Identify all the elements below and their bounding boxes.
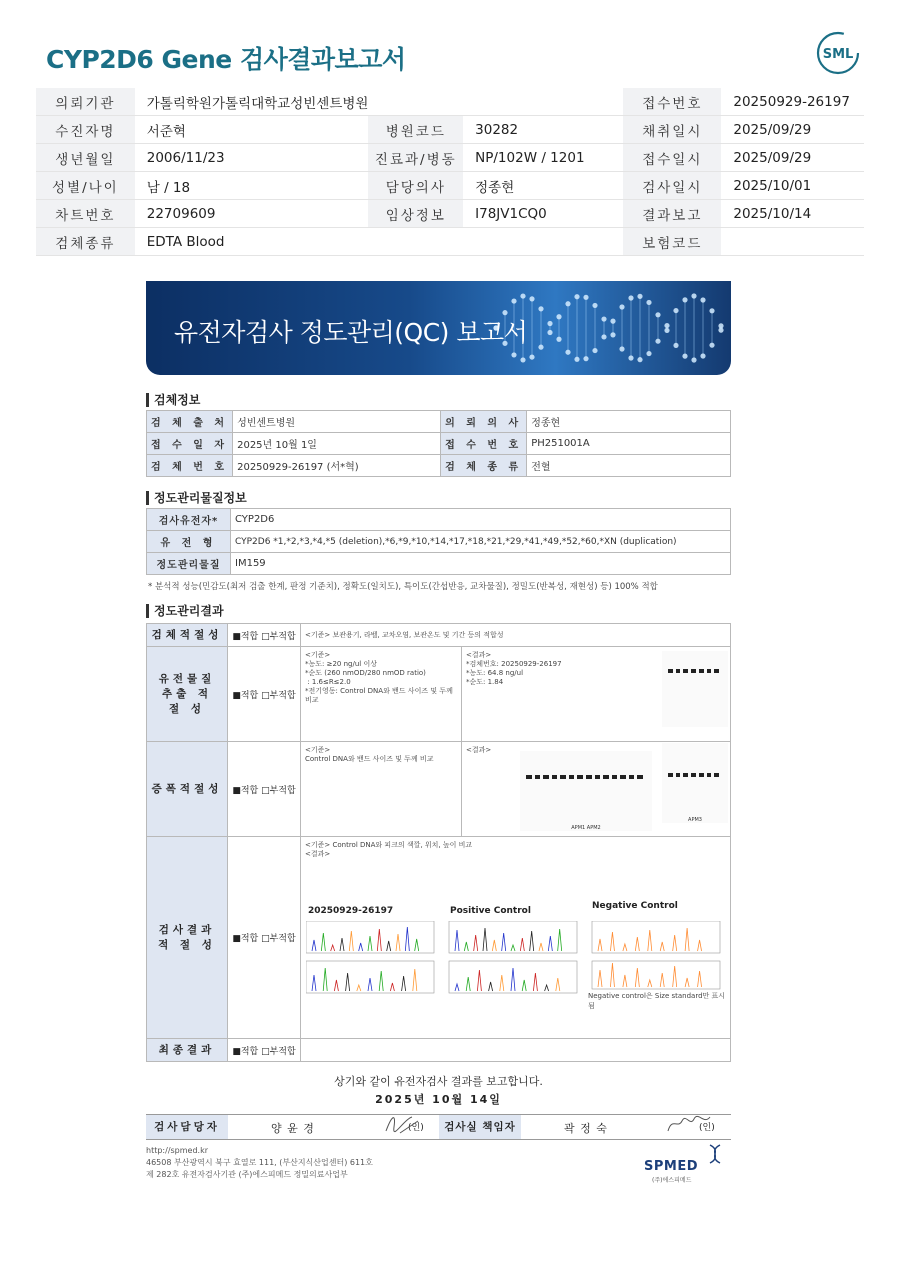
qc-material-table bbox=[146, 508, 731, 575]
section-specimen-info: 검체정보 bbox=[146, 393, 200, 407]
gel-band bbox=[699, 669, 704, 673]
info-value bbox=[463, 228, 623, 256]
gel-band bbox=[676, 773, 681, 777]
amplification-gel-2 bbox=[662, 743, 728, 823]
sml-logo bbox=[815, 30, 861, 76]
tester-name: 양 윤 경 bbox=[271, 1122, 315, 1135]
specimen-table bbox=[146, 410, 731, 477]
helix-node bbox=[709, 343, 714, 348]
gel-band bbox=[526, 775, 532, 779]
row1-criteria: <기준> 보관용기, 라벨, 교차오염, 보관온도 및 기간 등의 적합성 bbox=[300, 623, 731, 647]
info-label: 생년월일 bbox=[36, 144, 135, 172]
row-extraction-label: 유전물질추출 적 절 성 bbox=[146, 646, 228, 742]
qc-banner-title: 유전자검사 정도관리(QC) 보고서 bbox=[174, 318, 528, 347]
gel-band bbox=[691, 773, 696, 777]
helix-node bbox=[610, 332, 615, 337]
row4-criteria: <기준> Control DNA와 피크의 색깔, 위치, 높이 비교 <결과> bbox=[300, 836, 731, 1039]
helix-node bbox=[655, 312, 660, 317]
info-value: 남 / 18 bbox=[135, 172, 369, 200]
info-value: 2006/11/23 bbox=[135, 144, 369, 172]
helix-node bbox=[529, 354, 534, 359]
helix-node bbox=[682, 354, 687, 359]
helix-node bbox=[718, 328, 723, 333]
specimen-value: 성빈센트병원 bbox=[233, 411, 441, 433]
logo-text: SML bbox=[822, 47, 854, 62]
helix-node bbox=[664, 323, 669, 328]
footer-license: 제 282호 유전자검사기관 (주)에스피메드 정밀의료사업부 bbox=[146, 1170, 348, 1179]
helix-node bbox=[673, 343, 678, 348]
qc-material-value: CYP2D6 bbox=[231, 509, 731, 531]
footer-url[interactable]: http://spmed.kr bbox=[146, 1146, 209, 1155]
peak-title-negative: Negative Control bbox=[592, 901, 678, 911]
helix-node bbox=[646, 300, 651, 305]
specimen-row bbox=[147, 411, 731, 433]
qc-banner bbox=[146, 281, 731, 375]
helix-node bbox=[709, 308, 714, 313]
helix-node bbox=[628, 355, 633, 360]
helix-node bbox=[610, 319, 615, 324]
info-label: 임상정보 bbox=[368, 200, 463, 228]
helix-node bbox=[619, 346, 624, 351]
info-value bbox=[463, 88, 623, 116]
report-statement: 상기와 같이 유전자검사 결과를 보고합니다. bbox=[334, 1075, 543, 1088]
director-name: 곽 정 숙 bbox=[564, 1122, 608, 1135]
info-value: 30282 bbox=[463, 116, 623, 144]
helix-node bbox=[601, 316, 606, 321]
info-label: 차트번호 bbox=[36, 200, 135, 228]
info-label: 결과보고 bbox=[623, 200, 721, 228]
helix-node bbox=[547, 330, 552, 335]
helix-node bbox=[619, 304, 624, 309]
gel-band bbox=[620, 775, 626, 779]
qc-material-label: 검사유전자* bbox=[147, 509, 231, 531]
info-value: 2025/10/01 bbox=[721, 172, 864, 200]
gel-band bbox=[552, 775, 558, 779]
qc-material-row bbox=[147, 509, 731, 531]
row2-criteria: <기준> *농도: ≥20 ng/ul 이상 *순도 (260 nmOD/280 nmOD ratio) : 1.6≤R≤2.0 *전기영동: Control DNA와 밴드 사이즈 및 두께 비교 bbox=[300, 646, 462, 742]
gel-band bbox=[707, 669, 712, 673]
director-label: 검사실 책임자 bbox=[439, 1115, 521, 1139]
patient-info-table bbox=[36, 88, 864, 256]
director-seal: (인) bbox=[699, 1123, 715, 1133]
gel-band bbox=[676, 669, 681, 673]
gel-band bbox=[560, 775, 566, 779]
helix-node bbox=[682, 297, 687, 302]
info-row bbox=[36, 116, 864, 144]
amplification-gel-1 bbox=[520, 751, 652, 831]
row3-criteria: <기준> Control DNA와 밴드 사이즈 및 두께 비교 bbox=[300, 741, 462, 837]
gel-label: APM3 bbox=[688, 817, 702, 823]
info-value: 정종현 bbox=[463, 172, 623, 200]
footer-info bbox=[146, 1145, 373, 1181]
info-value: 2025/10/14 bbox=[721, 200, 864, 228]
helix-node bbox=[601, 334, 606, 339]
gel-band bbox=[699, 773, 704, 777]
info-value: 2025/09/29 bbox=[721, 144, 864, 172]
specimen-value: 정종현 bbox=[527, 411, 731, 433]
helix-node bbox=[529, 296, 534, 301]
specimen-label: 검 체 번 호 bbox=[147, 455, 233, 477]
specimen-label: 검 체 종 류 bbox=[441, 455, 527, 477]
row3-checks: ■적합 □부적합 bbox=[227, 741, 301, 837]
row2-checks: ■적합 □부적합 bbox=[227, 646, 301, 742]
helix-node bbox=[565, 301, 570, 306]
helix-node bbox=[646, 351, 651, 356]
specimen-label: 의 뢰 의 사 bbox=[441, 411, 527, 433]
gel-band bbox=[595, 775, 601, 779]
info-value: 20250929-26197 bbox=[721, 88, 864, 116]
gel-band bbox=[543, 775, 549, 779]
info-row bbox=[36, 172, 864, 200]
helix-node bbox=[583, 295, 588, 300]
info-row bbox=[36, 228, 864, 256]
qc-material-value: IM159 bbox=[231, 553, 731, 575]
info-value: I78JV1CQ0 bbox=[463, 200, 623, 228]
specimen-row bbox=[147, 433, 731, 455]
info-value: 서준혁 bbox=[135, 116, 369, 144]
helix-node bbox=[700, 297, 705, 302]
info-value: 2025/09/29 bbox=[721, 116, 864, 144]
helix-node bbox=[547, 321, 552, 326]
row-test-result-label: 검사결과 적 절 성 bbox=[146, 836, 228, 1039]
specimen-value: 20250929-26197 (서*혁) bbox=[233, 455, 441, 477]
helix-node bbox=[520, 293, 525, 298]
helix-node bbox=[655, 339, 660, 344]
gel-band bbox=[683, 773, 688, 777]
info-label: 채취일시 bbox=[623, 116, 721, 144]
helix-node bbox=[565, 350, 570, 355]
gel-band bbox=[714, 669, 719, 673]
gel-band bbox=[691, 669, 696, 673]
gel-band bbox=[612, 775, 618, 779]
info-label: 접수번호 bbox=[623, 88, 721, 116]
helix-node bbox=[538, 306, 543, 311]
info-label: 의뢰기관 bbox=[36, 88, 135, 116]
gel-band bbox=[569, 775, 575, 779]
specimen-value: 전혈 bbox=[527, 455, 731, 477]
info-label: 검사일시 bbox=[623, 172, 721, 200]
negative-control-note: Negative control은 Size standard만 표시됨 bbox=[588, 992, 726, 1010]
spmed-logo: SPMED bbox=[644, 1159, 698, 1174]
director-signature-icon bbox=[664, 1107, 714, 1139]
info-label: 보험코드 bbox=[623, 228, 721, 256]
info-label: 담당의사 bbox=[368, 172, 463, 200]
info-row bbox=[36, 144, 864, 172]
helix-node bbox=[511, 352, 516, 357]
info-value: 가톨릭학원가톨릭대학교성빈센트병원 bbox=[135, 88, 369, 116]
gel-band bbox=[707, 773, 712, 777]
helix-node bbox=[700, 353, 705, 358]
peak-title-sample: 20250929-26197 bbox=[308, 906, 394, 916]
signature-row bbox=[146, 1114, 731, 1140]
gel-band bbox=[603, 775, 609, 779]
gel-band bbox=[668, 669, 673, 673]
info-label: 진료과/병동 bbox=[368, 144, 463, 172]
peak-panel bbox=[306, 961, 434, 993]
spmed-subtitle: (주)에스피메드 bbox=[652, 1177, 692, 1184]
row1-checks: ■적합 □부적합 bbox=[227, 623, 301, 647]
row-specimen-adequacy-label: 검체적절성 bbox=[146, 623, 228, 647]
report-title: CYP2D6 Gene 검사결과보고서 bbox=[46, 45, 406, 74]
gel-band bbox=[637, 775, 643, 779]
helix-node bbox=[592, 348, 597, 353]
spmed-dna-icon bbox=[706, 1143, 726, 1165]
info-label bbox=[368, 228, 463, 256]
helix-node bbox=[673, 308, 678, 313]
helix-node bbox=[574, 294, 579, 299]
specimen-label: 접 수 일 자 bbox=[147, 433, 233, 455]
info-value: EDTA Blood bbox=[135, 228, 369, 256]
helix-node bbox=[691, 357, 696, 362]
row-amplification-label: 증폭적절성 bbox=[146, 741, 228, 837]
info-value bbox=[721, 228, 864, 256]
specimen-row bbox=[147, 455, 731, 477]
info-value: 22709609 bbox=[135, 200, 369, 228]
specimen-value: 2025년 10월 1일 bbox=[233, 433, 441, 455]
info-label bbox=[368, 88, 463, 116]
gel-band bbox=[683, 669, 688, 673]
gel-band bbox=[535, 775, 541, 779]
row5-checks: ■적합 □부적합 bbox=[227, 1038, 301, 1062]
tester-label: 검사담당자 bbox=[146, 1115, 228, 1139]
report-date: 2025년 10월 14일 bbox=[375, 1093, 502, 1106]
row5-empty bbox=[300, 1038, 731, 1062]
helix-node bbox=[628, 295, 633, 300]
peak-title-positive: Positive Control bbox=[450, 906, 531, 916]
helix-node bbox=[556, 337, 561, 342]
row4-checks: ■적합 □부적합 bbox=[227, 836, 301, 1039]
info-label: 검체종류 bbox=[36, 228, 135, 256]
qc-material-row bbox=[147, 553, 731, 575]
section-qc-material: 정도관리물질정보 bbox=[146, 491, 247, 505]
helix-node bbox=[583, 356, 588, 361]
helix-node bbox=[574, 357, 579, 362]
helix-node bbox=[637, 294, 642, 299]
gel-label: APM1 APM2 bbox=[571, 825, 601, 831]
helix-node bbox=[520, 357, 525, 362]
performance-note: * 분석적 성능(민감도(최저 검출 한계, 판정 기준치), 정확도(일치도), 특이도(간섭반응, 교차물질), 정밀도(반복성, 재현성) 등) 100% 적합 bbox=[148, 582, 658, 592]
gel-band bbox=[629, 775, 635, 779]
specimen-value: PH251001A bbox=[527, 433, 731, 455]
helix-node bbox=[637, 357, 642, 362]
info-label: 접수일시 bbox=[623, 144, 721, 172]
gel-band bbox=[714, 773, 719, 777]
qc-material-value: CYP2D6 *1,*2,*3,*4,*5 (deletion),*6,*9,*10,*14,*17,*18,*21,*29,*41,*49,*52,*60,*XN (duplication) bbox=[231, 531, 731, 553]
tester-signature-icon bbox=[382, 1109, 422, 1139]
gel-band bbox=[586, 775, 592, 779]
extraction-gel-image bbox=[662, 651, 728, 727]
specimen-label: 검 체 출 처 bbox=[147, 411, 233, 433]
info-value: NP/102W / 1201 bbox=[463, 144, 623, 172]
helix-node bbox=[664, 328, 669, 333]
info-row bbox=[36, 200, 864, 228]
row3-result: <결과> bbox=[461, 741, 731, 837]
row-final-result-label: 최종결과 bbox=[146, 1038, 228, 1062]
section-qc-result: 정도관리결과 bbox=[146, 604, 224, 618]
helix-node bbox=[538, 345, 543, 350]
info-label: 성별/나이 bbox=[36, 172, 135, 200]
helix-node bbox=[592, 303, 597, 308]
row2-result: <결과> *검체번호: 20250929-26197 *농도: 64.8 ng/ul *순도: 1.84 bbox=[461, 646, 731, 742]
gel-band bbox=[668, 773, 673, 777]
qc-material-row bbox=[147, 531, 731, 553]
tester-seal: (인) bbox=[408, 1123, 424, 1133]
qc-material-label: 정도관리물질 bbox=[147, 553, 231, 575]
info-row bbox=[36, 88, 864, 116]
info-label: 수진자명 bbox=[36, 116, 135, 144]
footer-address: 46508 부산광역시 북구 효열로 111, (부산지식산업센터) 611호 bbox=[146, 1158, 373, 1167]
helix-node bbox=[556, 314, 561, 319]
gel-band bbox=[577, 775, 583, 779]
specimen-label: 접 수 번 호 bbox=[441, 433, 527, 455]
helix-node bbox=[691, 293, 696, 298]
helix-node bbox=[511, 298, 516, 303]
qc-material-label: 유 전 형 bbox=[147, 531, 231, 553]
info-label: 병원코드 bbox=[368, 116, 463, 144]
electropherogram-panels bbox=[306, 921, 731, 1001]
